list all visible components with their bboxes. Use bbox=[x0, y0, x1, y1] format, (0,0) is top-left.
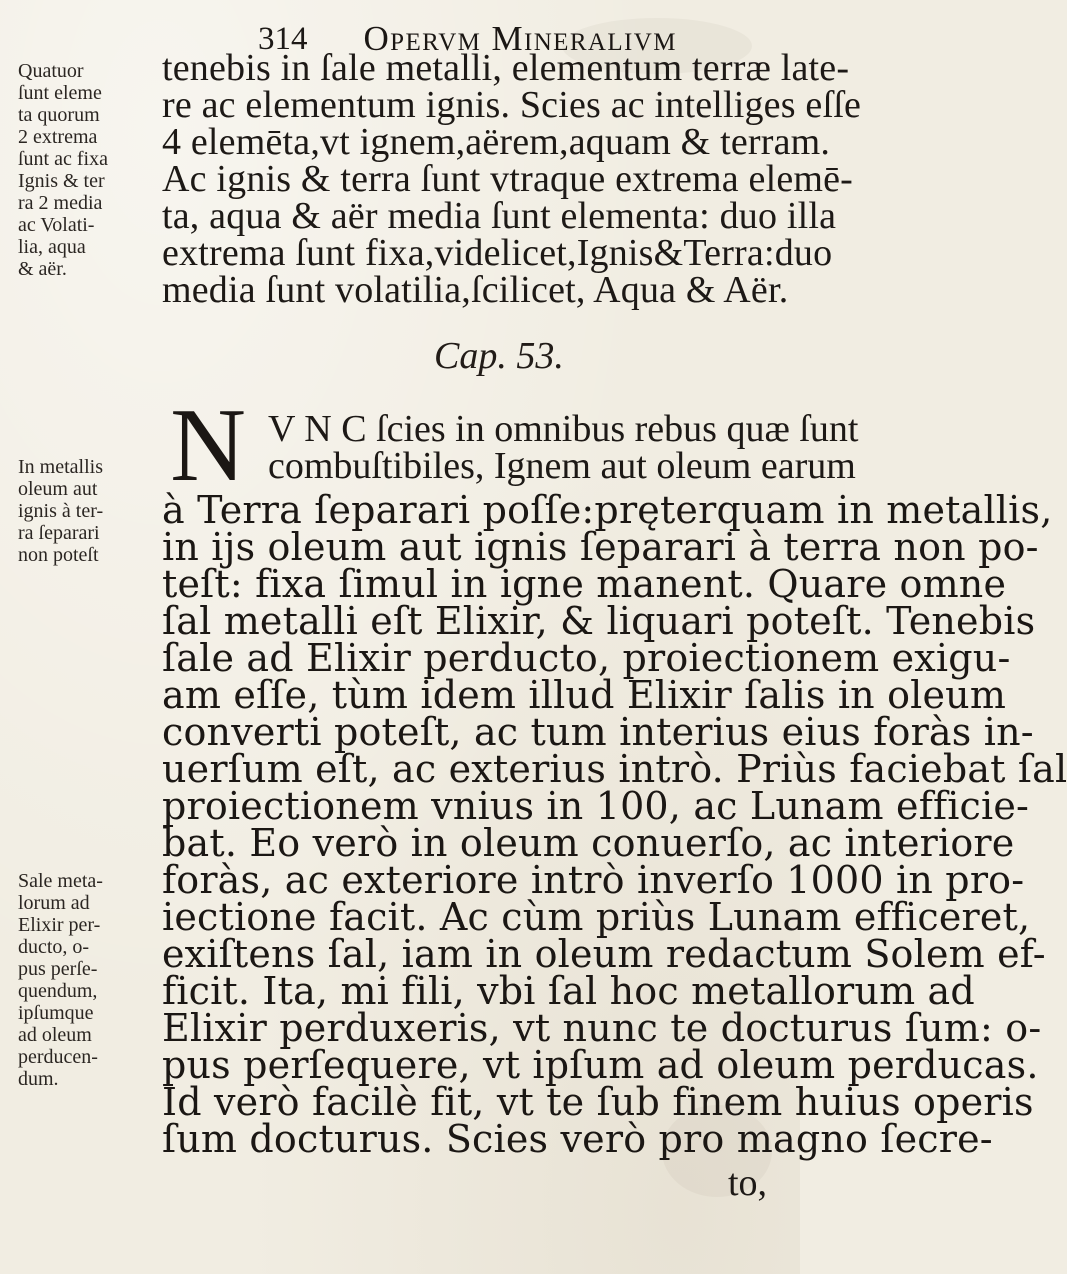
text-line: ta, aqua & aër media ſunt elementa: duo illa bbox=[162, 195, 837, 237]
text-line: 4 elemēta,vt ignem,aërem,aquam & terram. bbox=[162, 121, 831, 163]
margin-note-line: non poteſt bbox=[18, 544, 99, 566]
text-line: in ijs oleum aut ignis ſeparari à terra non po- bbox=[162, 525, 1039, 569]
chapter-body bbox=[162, 488, 1067, 1161]
drop-cap-block bbox=[162, 386, 254, 503]
text-line: exiſtens ſal, iam in oleum redactum Solem ef- bbox=[162, 932, 1046, 976]
text-line: foràs, ac exteriore intrò inverſo 1000 in pro- bbox=[162, 858, 1025, 902]
text-line: media ſunt volatilia,ſcilicet, Aqua & Aër. bbox=[162, 269, 789, 311]
margin-note-salt bbox=[18, 870, 143, 1090]
chapter-second-line: combuſtibiles, Ignem aut oleum earum bbox=[268, 445, 856, 487]
margin-note-line: ſunt eleme bbox=[18, 82, 102, 104]
margin-note-line: & aër. bbox=[18, 258, 67, 280]
text-line: pus perſequere, vt ipſum ad oleum perducas. bbox=[162, 1043, 1039, 1087]
margin-note-line: ducto, o- bbox=[18, 936, 90, 958]
margin-note-line: perducen- bbox=[18, 1046, 98, 1068]
text-line: Elixir perduxeris, vt nunc te docturus ſum: o- bbox=[162, 1006, 1042, 1050]
margin-note-line: ad oleum bbox=[18, 1024, 92, 1046]
header-title: Opervm Mineralivm bbox=[363, 19, 677, 58]
text-line: uerſum eſt, ac exterius intrò. Priùs faciebat ſal bbox=[162, 747, 1067, 791]
drop-cap-letter: N bbox=[170, 386, 246, 503]
margin-note-line: oleum aut bbox=[18, 478, 98, 500]
margin-note-line: ra 2 media bbox=[18, 192, 103, 214]
margin-note-line: ta quorum bbox=[18, 104, 100, 126]
text-line: ficit. Ita, mi fili, vbi ſal hoc metallorum ad bbox=[162, 969, 975, 1013]
margin-note-line: lia, aqua bbox=[18, 236, 86, 258]
margin-note-line: Ignis & ter bbox=[18, 170, 105, 192]
margin-note-line: ſunt ac fixa bbox=[18, 148, 108, 170]
margin-note-line: pus perſe- bbox=[18, 958, 98, 980]
main-text-top bbox=[162, 47, 862, 311]
text-line: ſale ad Elixir perducto, proiectionem exigu- bbox=[162, 636, 1011, 680]
text-line: Id verò facilè fit, vt te ſub finem huius operis bbox=[162, 1080, 1034, 1124]
margin-note-line: ipſumque bbox=[18, 1002, 94, 1024]
chapter-heading: Cap. 53. bbox=[434, 335, 564, 377]
text-line: bat. Eo verò in oleum conuerſo, ac interiore bbox=[162, 821, 1015, 865]
text-line: teſt: fixa ſimul in igne manent. Quare omne bbox=[162, 562, 1007, 606]
text-line: tenebis in ſale metalli, elementum terræ late- bbox=[162, 47, 850, 89]
margin-note-line: Quatuor bbox=[18, 60, 84, 82]
margin-note-line: In metallis bbox=[18, 456, 103, 478]
chapter-opening-line: V N C ſcies in omnibus rebus quæ ſunt bbox=[268, 408, 859, 450]
margin-note-line: ra ſeparari bbox=[18, 522, 100, 544]
text-line: re ac elementum ignis. Scies ac intelliges eſſe bbox=[162, 84, 862, 126]
margin-note-line: lorum ad bbox=[18, 892, 90, 914]
margin-note-line: dum. bbox=[18, 1068, 59, 1090]
text-line: ſal metalli eſt Elixir, & liquari poteſt. Tenebis bbox=[162, 599, 1036, 643]
text-line: Ac ignis & terra ſunt vtraque extrema elemē- bbox=[162, 158, 854, 200]
page-number: 314 bbox=[258, 21, 308, 57]
text-line: iectione facit. Ac cùm priùs Lunam efficeret, bbox=[162, 895, 1031, 939]
text-line: am eſſe, tùm idem illud Elixir ſalis in oleum bbox=[162, 673, 1007, 717]
text-line: à Terra ſeparari poſſe:pręterquam in metallis, bbox=[162, 488, 1053, 532]
margin-note-line: 2 extrema bbox=[18, 126, 98, 148]
margin-note-metals bbox=[18, 456, 143, 566]
margin-note-line: ignis à ter- bbox=[18, 500, 104, 522]
text-line: converti poteſt, ac tum interius eius foràs in- bbox=[162, 710, 1034, 754]
margin-note-line: ac Volati- bbox=[18, 214, 95, 236]
catchword: to, bbox=[728, 1162, 768, 1204]
text-line: ſum docturus. Scies verò pro magno ſecre- bbox=[162, 1117, 993, 1161]
text-line: extrema ſunt fixa,videlicet,Ignis&Terra:duo bbox=[162, 232, 833, 274]
margin-note-elements bbox=[18, 60, 143, 280]
margin-note-line: Sale meta- bbox=[18, 870, 103, 892]
margin-note-line: quendum, bbox=[18, 980, 98, 1002]
margin-note-line: Elixir per- bbox=[18, 914, 101, 936]
text-line: proiectionem vnius in 100, ac Lunam efficie- bbox=[162, 784, 1030, 828]
